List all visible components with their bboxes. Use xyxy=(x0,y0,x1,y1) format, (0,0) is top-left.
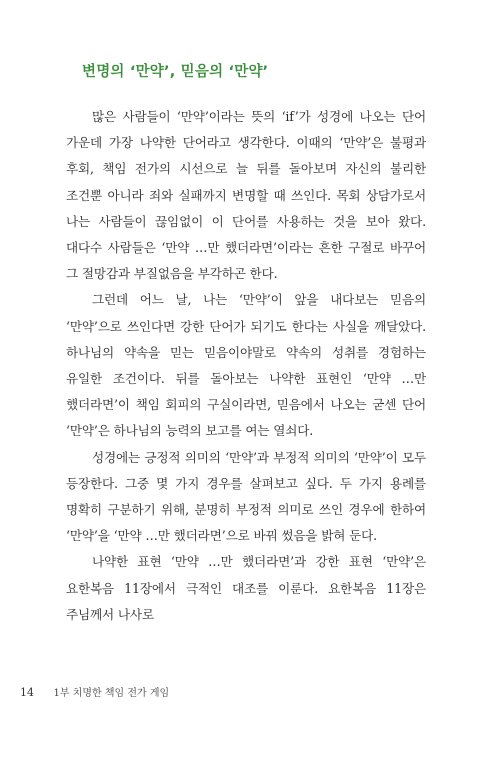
page-footer xyxy=(20,684,169,699)
paragraph-1: 많은 사람들이 ‘만약’이라는 뜻의 ‘if’가 성경에 나오는 단어 가운데 가장 나약한 단어라고 생각한다. 이때의 ‘만약’은 불평과 후회, 책임 전가의 시선으로 늘 뒤를 돌아보며 자신의 불리한 조건뿐 아니라 죄와 실패까지 변명할 때 쓰인다. 목회 상담가로서 나는 사람들이 끊임없이 이 단어를 사용하는 것을 보아 왔다. 대다수 사람들은 ‘만약 …만 했더라면’이라는 흔한 구절로 바꾸어 그 절망감과 부질없음을 부각하곤 한다. xyxy=(66,109,426,282)
body-text xyxy=(66,104,426,628)
section-title: 변명의 ‘만약’, 믿음의 ‘만약’ xyxy=(82,64,269,80)
paragraph-4: 나약한 표현 ‘만약 …만 했더라면’과 강한 표현 ‘만약’은 요한복음 11장에서 극적인 대조를 이룬다. 요한복음 11장은 주님께서 나사로 xyxy=(66,554,426,622)
paragraph-3: 성경에는 긍정적 의미의 ‘만약’과 부정적 의미의 ‘만약’이 모두 등장한다. 그중 몇 가지 경우를 살펴보고 싶다. 두 가지 용례를 명확히 구분하기 위해, 분명히 부정적 의미로 쓰인 경우에 한하여 ‘만약’을 ‘만약 …만 했더라면’으로 바꿔 썼음을 밝혀 둔다. xyxy=(66,449,426,544)
paragraph-2: 그런데 어느 날, 나는 ‘만약’이 앞을 내다보는 믿음의 ‘만약’으로 쓰인다면 강한 단어가 되기도 한다는 사실을 깨달았다. 하나님의 약속을 믿는 믿음이야말로 약속의 성취를 경험하는 유일한 조건이다. 뒤를 돌아보는 나약한 표현인 ‘만약 …만 했더라면’이 책임 회피의 구실이라면, 믿음에서 나오는 굳센 단어 ‘만약’은 하나님의 능력의 보고를 여는 열쇠다. xyxy=(66,292,426,439)
page-number: 14 xyxy=(20,686,34,699)
running-head: 1부 치명한 책임 전가 게임 xyxy=(53,688,170,699)
